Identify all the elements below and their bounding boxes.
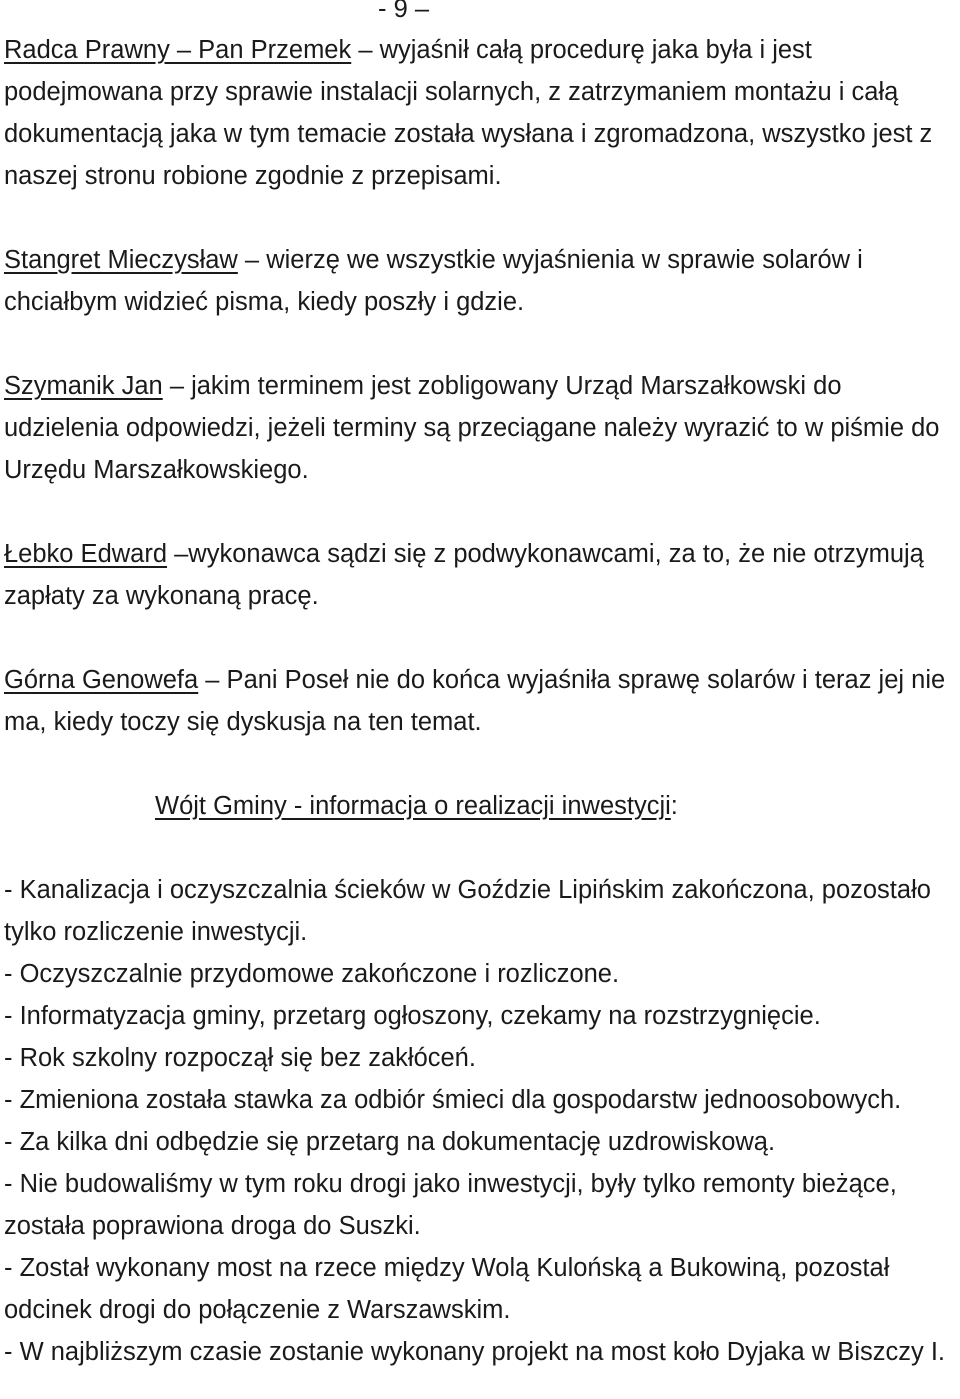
statement-paragraph xyxy=(4,659,954,743)
statement-paragraph xyxy=(4,29,954,197)
list-item: - Informatyzacja gminy, przetarg ogłoszony, czekamy na rozstrzygnięcie. xyxy=(4,1002,821,1030)
statement-text: – wyjaśnił całą procedurę jaka była i jest podejmowana przy sprawie instalacji solarnych, z zatrzymaniem montażu i całą dokumentacją jaka w tym temacie została wysłana i zgromadzona, wszystko jest z naszej stronu robione zgodnie z przepisami. xyxy=(4,36,933,190)
speaker-name: Szymanik Jan xyxy=(4,372,163,400)
document-body xyxy=(4,29,954,1373)
list-item: - Rok szkolny rozpoczął się bez zakłóceń. xyxy=(4,1044,476,1072)
list-item: - Kanalizacja i oczyszczalnia ścieków w Goździe Lipińskim zakończona, pozostało tylko rozliczenie inwestycji. xyxy=(4,876,931,946)
speaker-name: Górna Genowefa xyxy=(4,666,199,694)
list-item: - Nie budowaliśmy w tym roku drogi jako inwestycji, były tylko remonty bieżące, została poprawiona droga do Suszki. xyxy=(4,1170,897,1240)
page-number: - 9 – xyxy=(378,0,430,23)
list-item: - Oczyszczalnie przydomowe zakończone i rozliczone. xyxy=(4,960,620,988)
statement-paragraph xyxy=(4,533,954,617)
section-heading-colon: : xyxy=(670,792,678,820)
section-heading xyxy=(155,785,954,827)
statement-text: – Pani Poseł nie do końca wyjaśniła sprawę solarów i teraz jej nie ma, kiedy toczy się dyskusja na ten temat. xyxy=(4,666,946,736)
investment-list xyxy=(4,869,954,1373)
speaker-name: Stangret Mieczysław xyxy=(4,246,238,274)
list-item: - Za kilka dni odbędzie się przetarg na dokumentację uzdrowiskową. xyxy=(4,1128,776,1156)
statement-text: – jakim terminem jest zobligowany Urząd Marszałkowski do udzielenia odpowiedzi, jeżeli terminy są przeciągane należy wyrazić to w piśmie do Urzędu Marszałkowskiego. xyxy=(4,372,940,484)
list-item: - Został wykonany most na rzece między Wolą Kulońską a Bukowiną, pozostał odcinek drogi do połączenie z Warszawskim. xyxy=(4,1254,890,1324)
list-item: - Zmieniona została stawka za odbiór śmieci dla gospodarstw jednoosobowych. xyxy=(4,1086,902,1114)
statement-paragraph xyxy=(4,365,954,491)
statement-paragraph xyxy=(4,239,954,323)
speaker-name: Radca Prawny – Pan Przemek xyxy=(4,36,352,64)
statement-text: –wykonawca sądzi się z podwykonawcami, za to, że nie otrzymują zapłaty za wykonaną pracę. xyxy=(4,540,924,610)
statement-text: – wierzę we wszystkie wyjaśnienia w sprawie solarów i chciałbym widzieć pisma, kiedy poszły i gdzie. xyxy=(4,246,863,316)
list-item: - W najbliższym czasie zostanie wykonany projekt na most koło Dyjaka w Biszczy I. xyxy=(4,1338,945,1366)
section-heading-text: Wójt Gminy - informacja o realizacji inwestycji xyxy=(155,792,671,820)
speaker-name: Łebko Edward xyxy=(4,540,168,568)
